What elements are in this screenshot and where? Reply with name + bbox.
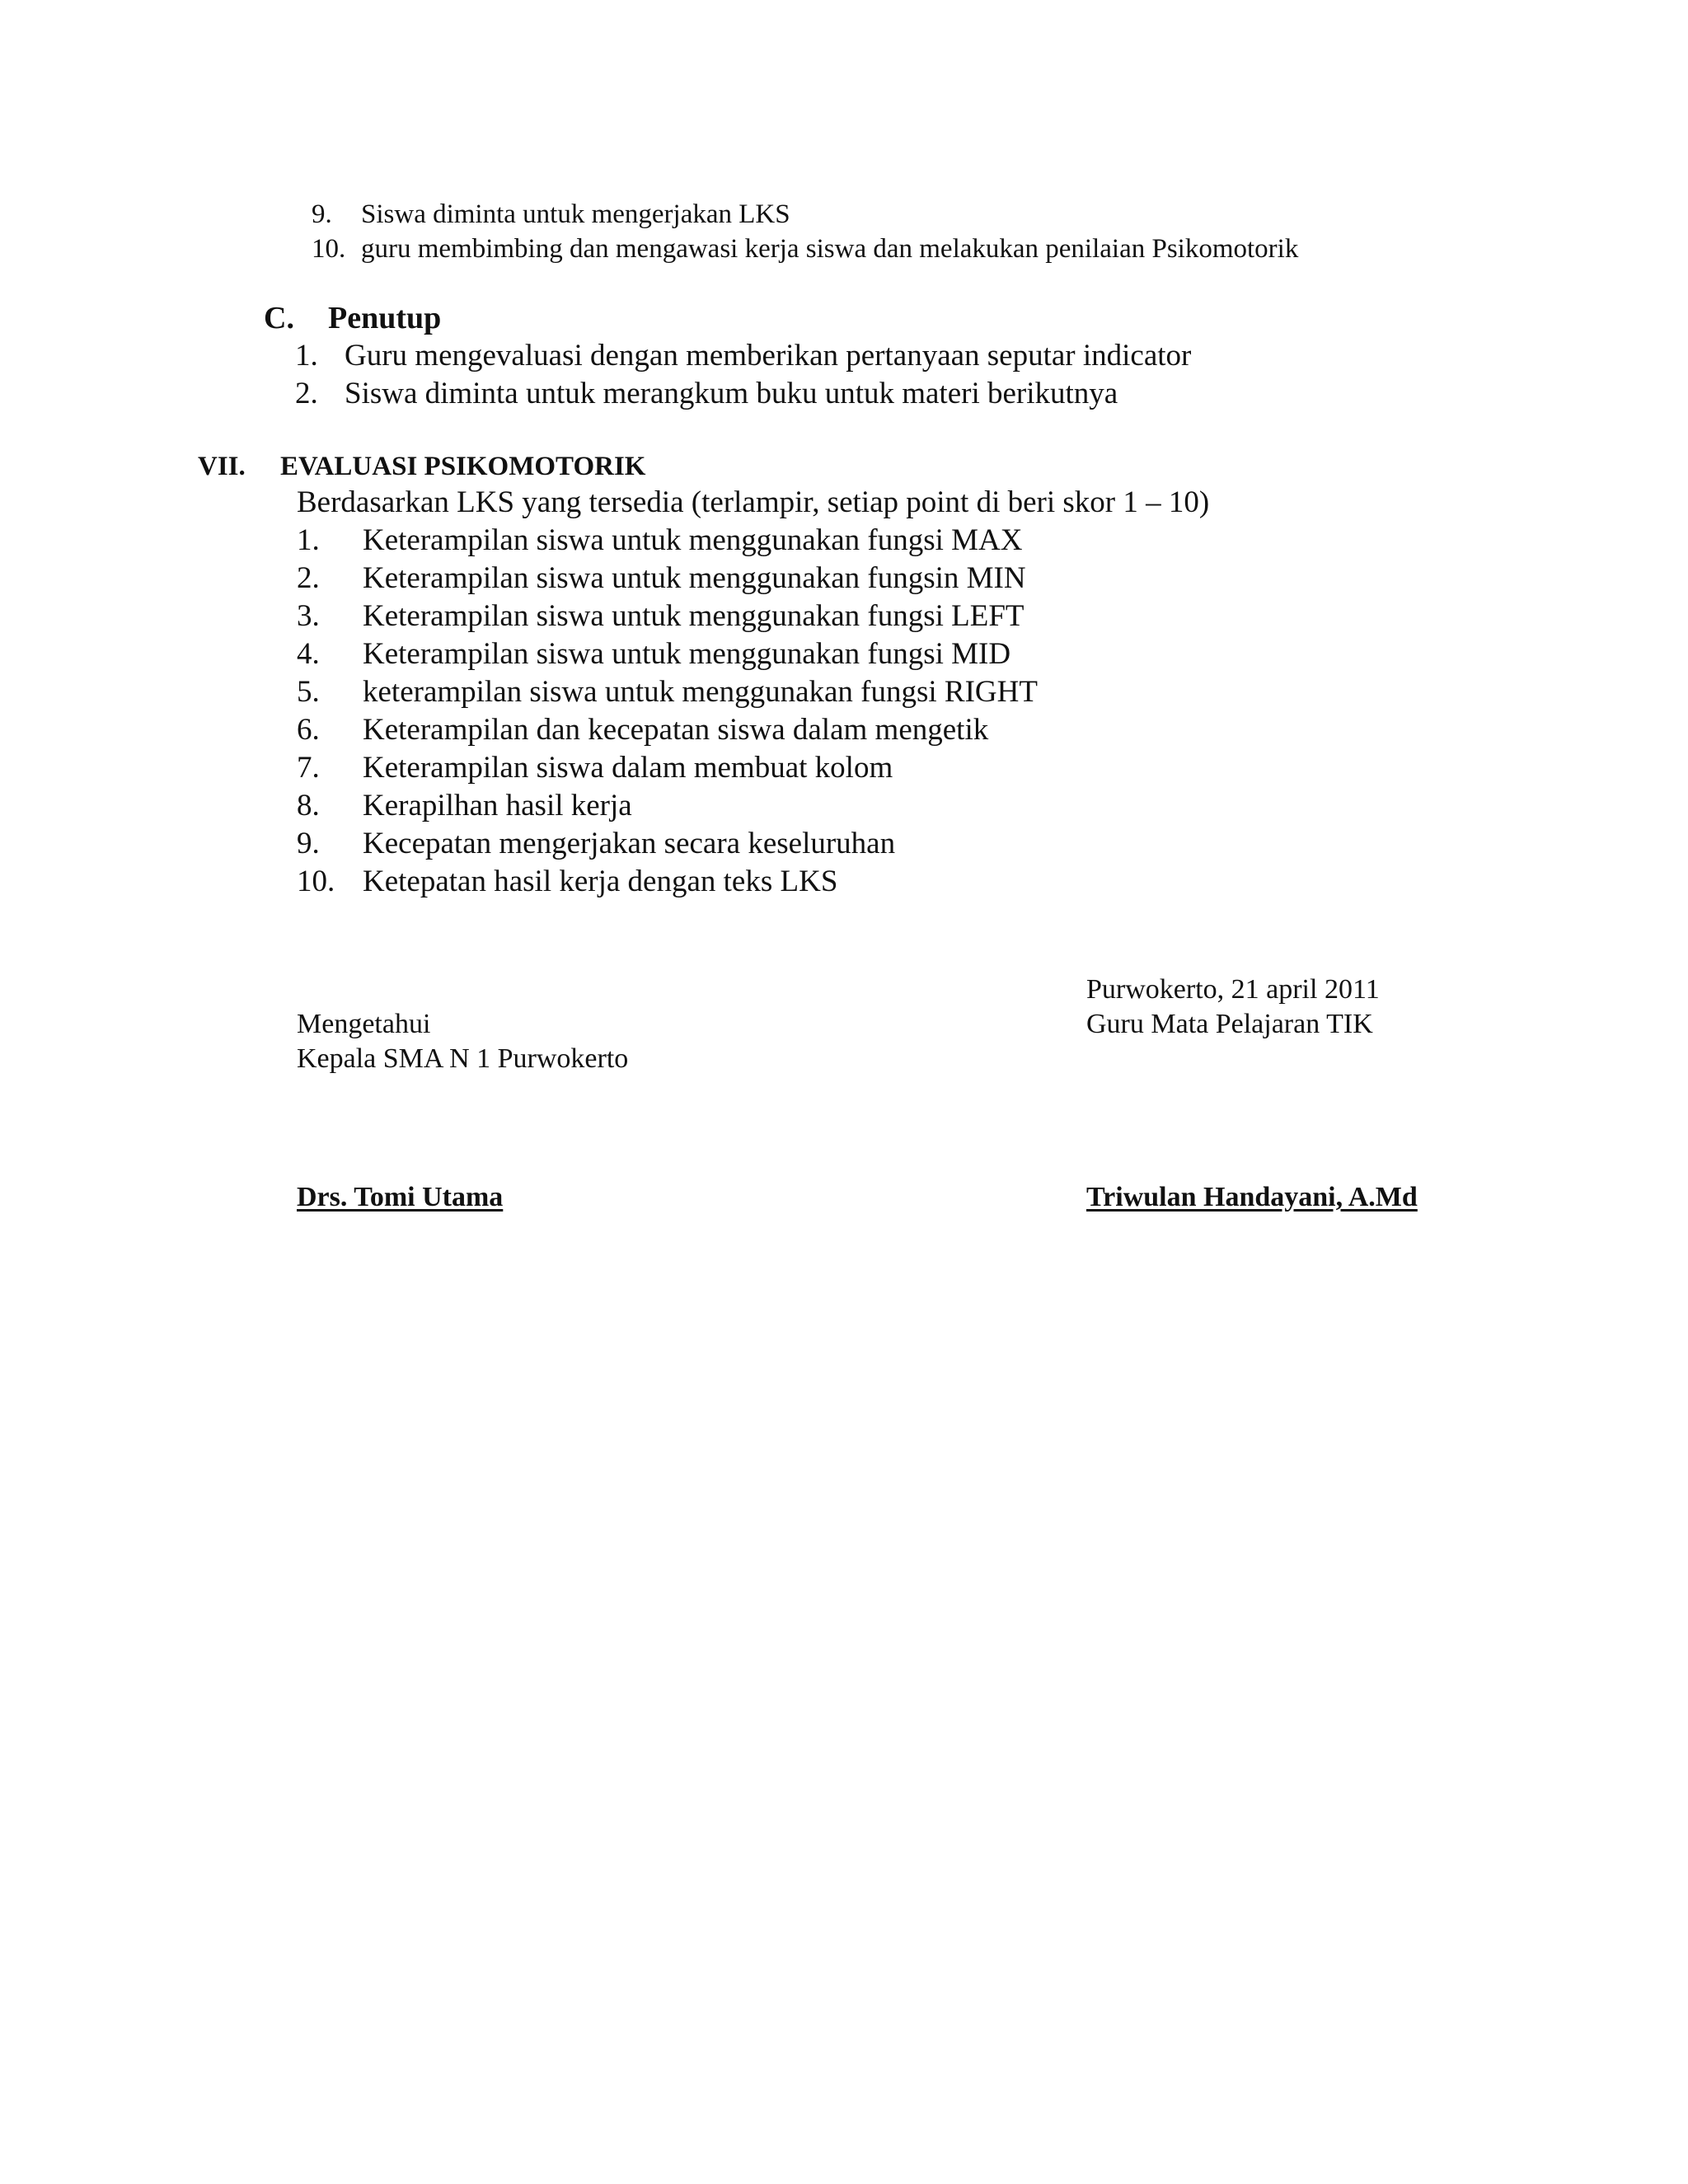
list-text: Kecepatan mengerjakan secara keseluruhan [363,827,896,860]
list-text: Keterampilan siswa untuk menggunakan fungsi MAX [363,523,1023,557]
list-text: Siswa diminta untuk merangkum buku untuk materi berikutnya [345,377,1118,410]
place-date: Purwokerto, 21 april 2011 [1086,974,1380,1005]
section-numeral: VII. [198,452,246,481]
list-number: 4. [297,637,320,671]
list-number: 5. [297,675,320,709]
list-text: guru membimbing dan mengawasi kerja siswa dan melakukan penilaian Psikomotorik [361,234,1299,264]
list-text: Guru mengevaluasi dengan memberikan pertanyaan seputar indicator [345,339,1192,373]
list-text: Kerapilhan hasil kerja [363,789,632,823]
list-number: 10. [312,234,346,264]
evaluasi-intro: Berdasarkan LKS yang tersedia (terlampir, setiap point di beri skor 1 – 10) [297,485,1210,519]
list-text: Ketepatan hasil kerja dengan teks LKS [363,865,838,898]
section-heading-evaluasi [198,452,646,482]
list-text: Keterampilan siswa untuk menggunakan fungsi LEFT [363,599,1025,633]
list-text: Keterampilan siswa untuk menggunakan fungsi MID [363,637,1011,671]
section-heading-penutup [264,300,442,336]
list-number: 8. [297,789,320,823]
list-number: 9. [297,827,320,860]
section-title: Penutup [328,301,442,335]
list-number: 3. [297,599,320,633]
list-text: Keterampilan dan kecepatan siswa dalam mengetik [363,713,989,747]
list-number: 1. [297,523,320,557]
list-number: 6. [297,713,320,747]
right-signatory-name: Triwulan Handayani, A.Md [1086,1182,1418,1212]
list-number: 2. [297,561,320,595]
list-number: 2. [295,377,318,410]
section-title: EVALUASI PSIKOMOTORIK [280,452,646,481]
list-text: keterampilan siswa untuk menggunakan fungsi RIGHT [363,675,1038,709]
list-text: Keterampilan siswa untuk menggunakan fungsin MIN [363,561,1026,595]
left-signatory-line2: Kepala SMA N 1 Purwokerto [297,1043,629,1074]
list-text: Siswa diminta untuk mengerjakan LKS [361,199,790,229]
list-text: Keterampilan siswa dalam membuat kolom [363,751,893,785]
left-signatory-line1: Mengetahui [297,1009,431,1039]
left-signatory-name: Drs. Tomi Utama [297,1182,504,1212]
list-number: 9. [312,199,332,229]
right-signatory-title: Guru Mata Pelajaran TIK [1086,1009,1373,1039]
list-number: 7. [297,751,320,785]
list-number: 1. [295,339,318,373]
list-number: 10. [297,865,335,898]
section-letter: C. [264,301,294,335]
